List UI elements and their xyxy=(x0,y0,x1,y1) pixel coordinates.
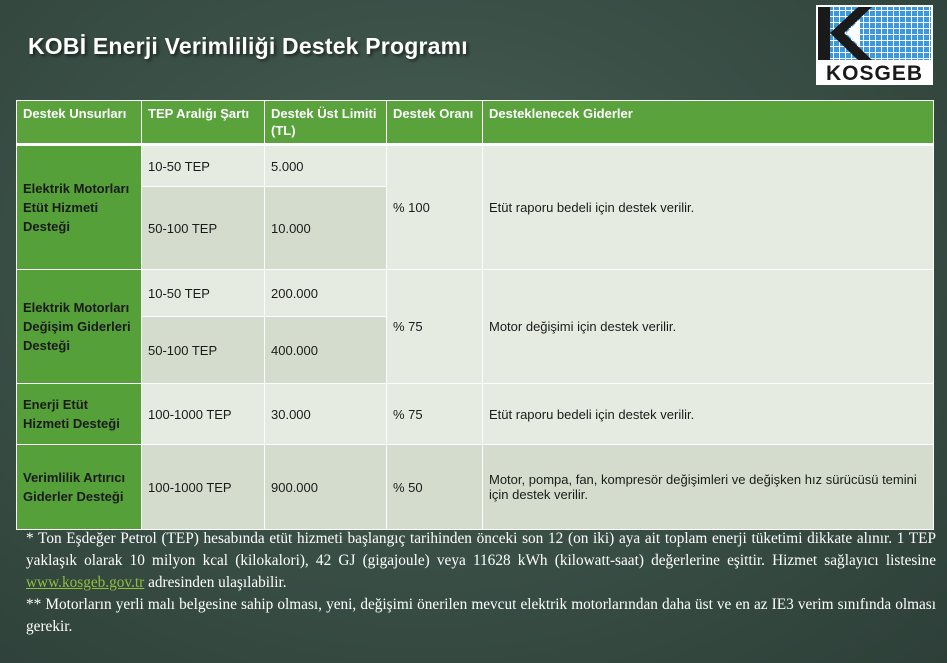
table-row xyxy=(17,145,934,187)
limit-cell: 5.000 xyxy=(265,145,387,187)
limit-cell: 900.000 xyxy=(265,445,387,530)
header-supported-expenses: Desteklenecek Giderler xyxy=(483,101,934,145)
logo-text: KOSGEB xyxy=(825,62,923,85)
kosgeb-logo-mark-icon xyxy=(816,5,933,62)
footnote-tep-text-end: adresinden ulaşılabilir. xyxy=(144,574,287,591)
limit-cell: 200.000 xyxy=(265,270,387,317)
footnote-motors: ** Motorların yerli malı belgesine sahip olması, yeni, değişimi önerilen mevcut elektrik motorlarından daha üst ve en az IE3 verim sınıfında olması gerekir. xyxy=(26,596,936,635)
tep-cell: 100-1000 TEP xyxy=(142,384,265,445)
group-name: Elektrik Motorları Etüt Hizmeti Desteği xyxy=(17,145,142,270)
kosgeb-website-link[interactable]: www.kosgeb.gov.tr xyxy=(26,574,145,591)
kosgeb-logo xyxy=(816,5,933,85)
footnote-tep-text: * Ton Eşdeğer Petrol (TEP) hesabında etüt hizmeti başlangıç tarihinden önceki son 12 (on iki) aya ait toplam enerji tüketimi dikkate alınır. 1 TEP yaklaşık olarak 10 milyon kcal (kilokalori), 42 GJ (gigajoule) veya 11628 kWh (kilowatt-saat) değerlerine eşittir. Hizmet sağlayıcı listesine xyxy=(26,530,936,569)
table-row xyxy=(17,270,934,317)
group-name: Verimlilik Artırıcı Giderler Desteği xyxy=(17,445,142,530)
expense-cell: Etüt raporu bedeli için destek verilir. xyxy=(483,145,934,270)
expense-cell: Etüt raporu bedeli için destek verilir. xyxy=(483,384,934,445)
table-row xyxy=(17,384,934,445)
tep-cell: 10-50 TEP xyxy=(142,270,265,317)
group-name: Enerji Etüt Hizmeti Desteği xyxy=(17,384,142,445)
support-table xyxy=(16,100,934,530)
header-upper-limit: Destek Üst Limiti (TL) xyxy=(265,101,387,145)
rate-cell: % 75 xyxy=(387,384,483,445)
group-name: Elektrik Motorları Değişim Giderleri Desteği xyxy=(17,270,142,384)
header-support-items: Destek Unsurları xyxy=(17,101,142,145)
expense-cell: Motor değişimi için destek verilir. xyxy=(483,270,934,384)
table-header-row xyxy=(17,101,934,145)
expense-cell: Motor, pompa, fan, kompresör değişimleri ve değişken hız sürücüsü temini için destek verilir. xyxy=(483,445,934,530)
limit-cell: 30.000 xyxy=(265,384,387,445)
header-support-rate: Destek Oranı xyxy=(387,101,483,145)
tep-cell: 10-50 TEP xyxy=(142,145,265,187)
tep-cell: 50-100 TEP xyxy=(142,187,265,270)
rate-cell: % 75 xyxy=(387,270,483,384)
table-row xyxy=(17,445,934,530)
limit-cell: 10.000 xyxy=(265,187,387,270)
tep-cell: 100-1000 TEP xyxy=(142,445,265,530)
header-tep-range: TEP Aralığı Şartı xyxy=(142,101,265,145)
footnotes xyxy=(26,528,936,638)
page-title: KOBİ Enerji Verimliliği Destek Programı xyxy=(28,33,468,59)
rate-cell: % 100 xyxy=(387,145,483,270)
footnote-tep xyxy=(26,528,936,594)
rate-cell: % 50 xyxy=(387,445,483,530)
tep-cell: 50-100 TEP xyxy=(142,317,265,384)
limit-cell: 400.000 xyxy=(265,317,387,384)
